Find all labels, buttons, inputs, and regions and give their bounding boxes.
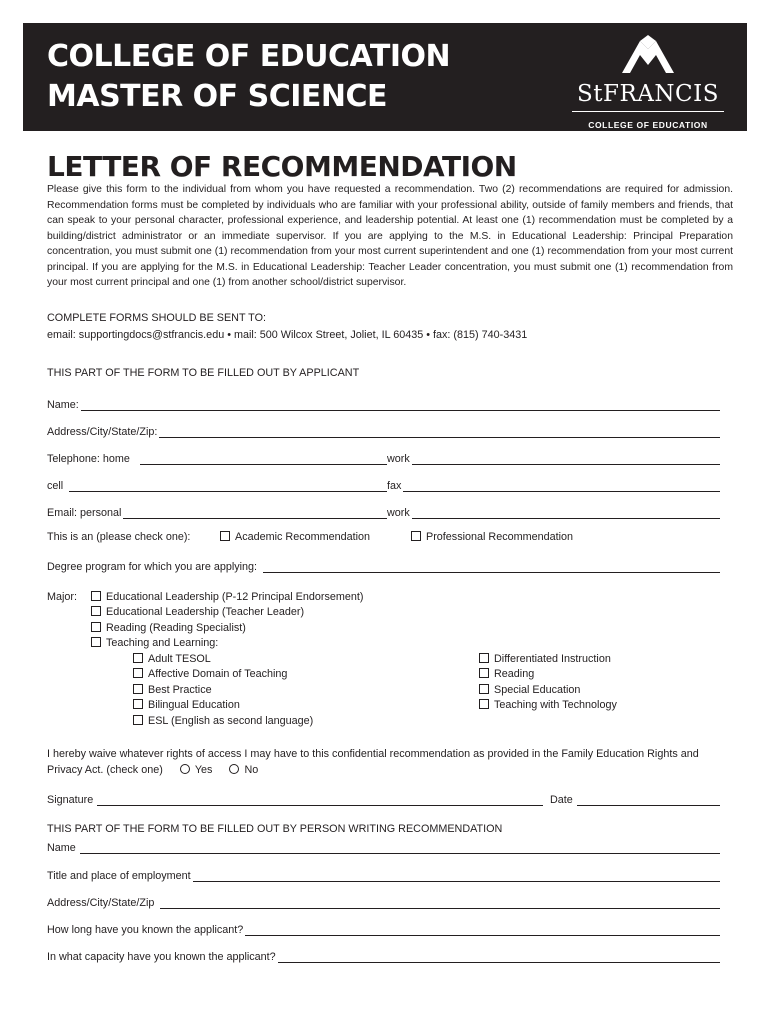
- tl-option[interactable]: Bilingual Education: [133, 699, 240, 711]
- tl-option[interactable]: Differentiated Instruction: [479, 653, 611, 665]
- tl-option[interactable]: ESL (English as second language): [133, 715, 313, 727]
- arch-logo-icon: [618, 35, 678, 75]
- email-personal-field[interactable]: [47, 503, 387, 519]
- page-title: LETTER OF RECOMMENDATION: [47, 150, 517, 183]
- major-option[interactable]: Teaching and Learning:: [91, 637, 218, 649]
- tl-option[interactable]: Adult TESOL: [133, 653, 211, 665]
- radio-icon[interactable]: [180, 764, 190, 774]
- major-label: Major:: [47, 591, 77, 603]
- send-heading: COMPLETE FORMS SHOULD BE SENT TO:: [47, 312, 266, 324]
- checkbox-icon[interactable]: [479, 684, 489, 694]
- logo-subtitle: COLLEGE OF EDUCATION: [588, 120, 708, 130]
- email-work-label: work: [387, 507, 410, 519]
- applicant-name-field[interactable]: [47, 395, 720, 411]
- radio-icon[interactable]: [229, 764, 239, 774]
- major-option[interactable]: Educational Leadership (Teacher Leader): [91, 606, 304, 618]
- recommender-address-label: Address/City/State/Zip: [47, 897, 155, 909]
- intro-paragraph: Please give this form to the individual from whom you have requested a recommendation. Two (2) recommendations are required for admission. Recommendation forms must be completed by individuals who are familiar with your professional ability, outside of family members and friends, that can speak to your personal character, professional experience, and leadership potential. At least one (1) recommendation must be completed by a building/district administrator or an immediate supervisor. If you are applying to the M.S. in Educational Leadership: Principal Preparation concentration, you must submit one (1) recommendation from your most current superintendent and one (1) recommendation from your most current principal. If you are applying for the M.S. in Educational Leadership: Teacher Leader concentration, you must submit one (1) recommendation from your most current principal and one (1) from another school/district supervisor.: [47, 184, 733, 288]
- fax-label: fax: [387, 480, 402, 492]
- title-employment-field[interactable]: [47, 866, 720, 882]
- checkbox-icon[interactable]: [91, 622, 101, 632]
- checkbox-icon[interactable]: [133, 715, 143, 725]
- fax-field[interactable]: [387, 476, 720, 492]
- telephone-home-label: Telephone: home: [47, 453, 130, 465]
- title-employment-label: Title and place of employment: [47, 870, 191, 882]
- logo-divider: [572, 111, 724, 112]
- st-francis-logo: [566, 35, 730, 130]
- date-label: Date: [550, 794, 573, 806]
- checkbox-icon[interactable]: [479, 699, 489, 709]
- ferpa-waiver-text: I hereby waive whatever rights of access I may have to this confidential recommendation as provided in the Family Education Rights and Privacy Act. (check one): [47, 748, 699, 776]
- telephone-home-field[interactable]: [47, 449, 387, 465]
- how-long-label: How long have you known the applicant?: [47, 924, 244, 936]
- telephone-work-field[interactable]: [387, 449, 720, 465]
- applicant-name-label: Name:: [47, 399, 79, 411]
- header-banner: [23, 23, 747, 131]
- checkbox-icon[interactable]: [133, 699, 143, 709]
- waive-yes-option[interactable]: Yes: [180, 764, 213, 776]
- ferpa-waiver: [47, 747, 737, 778]
- major-option[interactable]: Educational Leadership (P-12 Principal Endorsement): [91, 591, 363, 603]
- checkbox-icon[interactable]: [91, 637, 101, 647]
- checkbox-icon[interactable]: [91, 606, 101, 616]
- major-option[interactable]: Reading (Reading Specialist): [91, 622, 246, 634]
- logo-name: StFRANCIS: [577, 81, 719, 107]
- capacity-label: In what capacity have you known the applicant?: [47, 951, 276, 963]
- tl-option[interactable]: Special Education: [479, 684, 580, 696]
- academic-recommendation-option[interactable]: Academic Recommendation: [220, 531, 370, 543]
- recommendation-type-label: This is an (please check one):: [47, 531, 191, 543]
- email-personal-label: Email: personal: [47, 507, 122, 519]
- header-line-2: MASTER OF SCIENCE: [47, 79, 388, 114]
- applicant-section-heading: THIS PART OF THE FORM TO BE FILLED OUT BY APPLICANT: [47, 367, 360, 379]
- checkbox-icon[interactable]: [133, 684, 143, 694]
- checkbox-icon[interactable]: [479, 653, 489, 663]
- capacity-field[interactable]: [47, 947, 720, 963]
- checkbox-icon[interactable]: [133, 653, 143, 663]
- header-line-1: COLLEGE OF EDUCATION: [47, 39, 451, 74]
- recommender-name-field[interactable]: [47, 838, 720, 854]
- how-long-field[interactable]: [47, 920, 720, 936]
- recommender-name-label: Name: [47, 842, 76, 854]
- tl-option[interactable]: Affective Domain of Teaching: [133, 668, 287, 680]
- checkbox-icon[interactable]: [91, 591, 101, 601]
- email-work-field[interactable]: [387, 503, 720, 519]
- recommender-address-field[interactable]: [47, 893, 720, 909]
- signature-label: Signature: [47, 794, 94, 806]
- tl-option[interactable]: Best Practice: [133, 684, 212, 696]
- date-field[interactable]: [550, 790, 720, 806]
- checkbox-icon[interactable]: [411, 531, 421, 541]
- signature-field[interactable]: [47, 790, 543, 806]
- degree-program-field[interactable]: [47, 557, 720, 573]
- telephone-work-label: work: [387, 453, 410, 465]
- professional-recommendation-option[interactable]: Professional Recommendation: [411, 531, 573, 543]
- degree-program-label: Degree program for which you are applying:: [47, 561, 258, 573]
- cell-field[interactable]: [47, 476, 387, 492]
- waive-no-option[interactable]: No: [229, 764, 258, 776]
- checkbox-icon[interactable]: [220, 531, 230, 541]
- cell-label: cell: [47, 480, 64, 492]
- tl-option[interactable]: Reading: [479, 668, 534, 680]
- applicant-address-label: Address/City/State/Zip:: [47, 426, 158, 438]
- checkbox-icon[interactable]: [479, 668, 489, 678]
- checkbox-icon[interactable]: [133, 668, 143, 678]
- applicant-address-field[interactable]: [47, 422, 720, 438]
- tl-option[interactable]: Teaching with Technology: [479, 699, 617, 711]
- send-contact-line: email: supportingdocs@stfrancis.edu • mail: 500 Wilcox Street, Joliet, IL 60435 • fax: (815) 740-3431: [47, 329, 528, 341]
- recommender-section-heading: THIS PART OF THE FORM TO BE FILLED OUT BY PERSON WRITING RECOMMENDATION: [47, 823, 503, 835]
